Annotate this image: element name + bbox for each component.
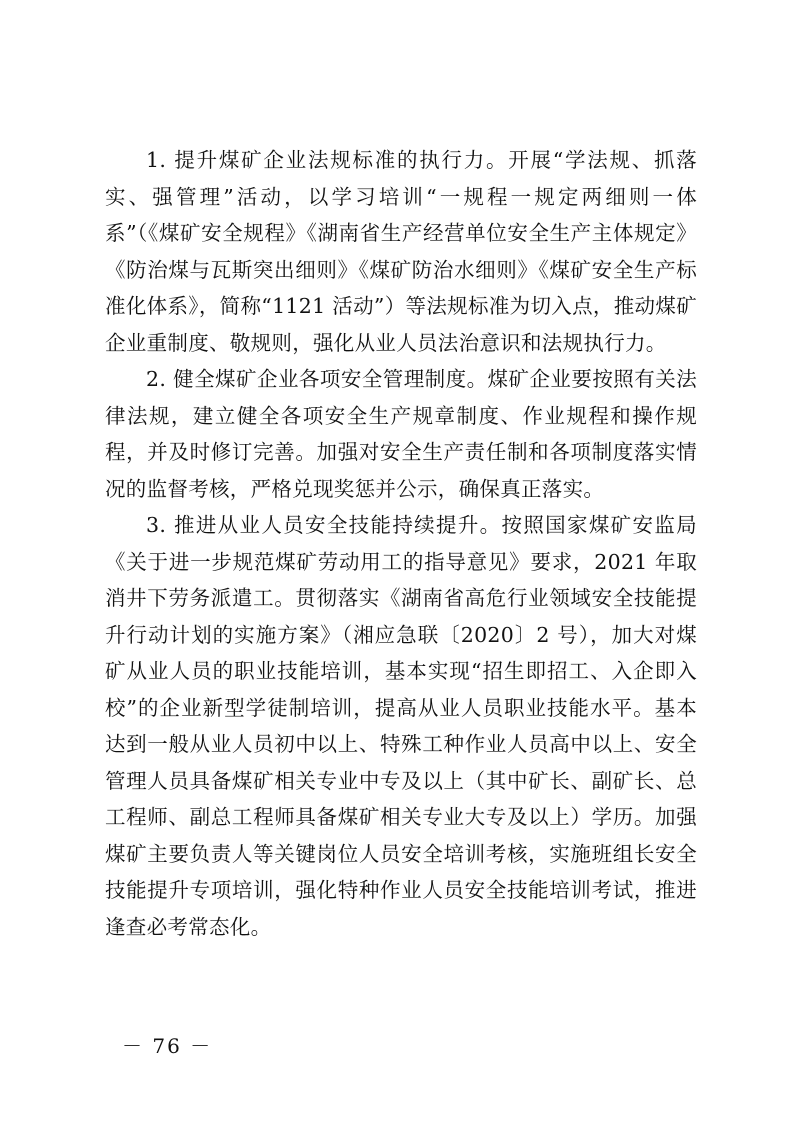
paragraph-3: 3. 推进从业人员安全技能持续提升。按照国家煤矿安监局《关于进一步规范煤矿劳动用工的指导意见》要求，2021 年取消井下劳务派遣工。贯彻落实《湖南省高危行业领域安全技能提升行动计划的实施方案》（湘应急联〔2020〕2 号），加大对煤矿从业人员的职业技能培训，基本实现“招生即招工、入企即入校”的企业新型学徒制培训，提高从业人员职业技能水平。基本达到一般从业人员初中以上、特殊工种作业人员高中以上、安全管理人员具备煤矿相关专业中专及以上（其中矿长、副矿长、总工程师、副总工程师具备煤矿相关专业大专及以上）学历。加强煤矿主要负责人等关键岗位人员安全培训考核，实施班组长安全技能提升专项培训，强化特种作业人员安全技能培训考试，推进逢查必考常态化。	[105, 513, 697, 939]
page-number: － 76 －	[122, 1034, 213, 1058]
document-body	[105, 142, 697, 945]
paragraph-1: 1. 提升煤矿企业法规标准的执行力。开展“学法规、抓落实、强管理”活动，以学习培训“一规程一规定两细则一体系”（《煤矿安全规程》《湖南省生产经营单位安全生产主体规定》《防治煤与瓦斯突出细则》《煤矿防治水细则》《煤矿安全生产标准化体系》，简称“1121 活动”）等法规标准为切入点，推动煤矿企业重制度、敬规则，强化从业人员法治意识和法规执行力。	[105, 148, 697, 355]
paragraph-2: 2. 健全煤矿企业各项安全管理制度。煤矿企业要按照有关法律法规，建立健全各项安全生产规章制度、作业规程和操作规程，并及时修订完善。加强对安全生产责任制和各项制度落实情况的监督考核，严格兑现奖惩并公示，确保真正落实。	[105, 367, 697, 501]
